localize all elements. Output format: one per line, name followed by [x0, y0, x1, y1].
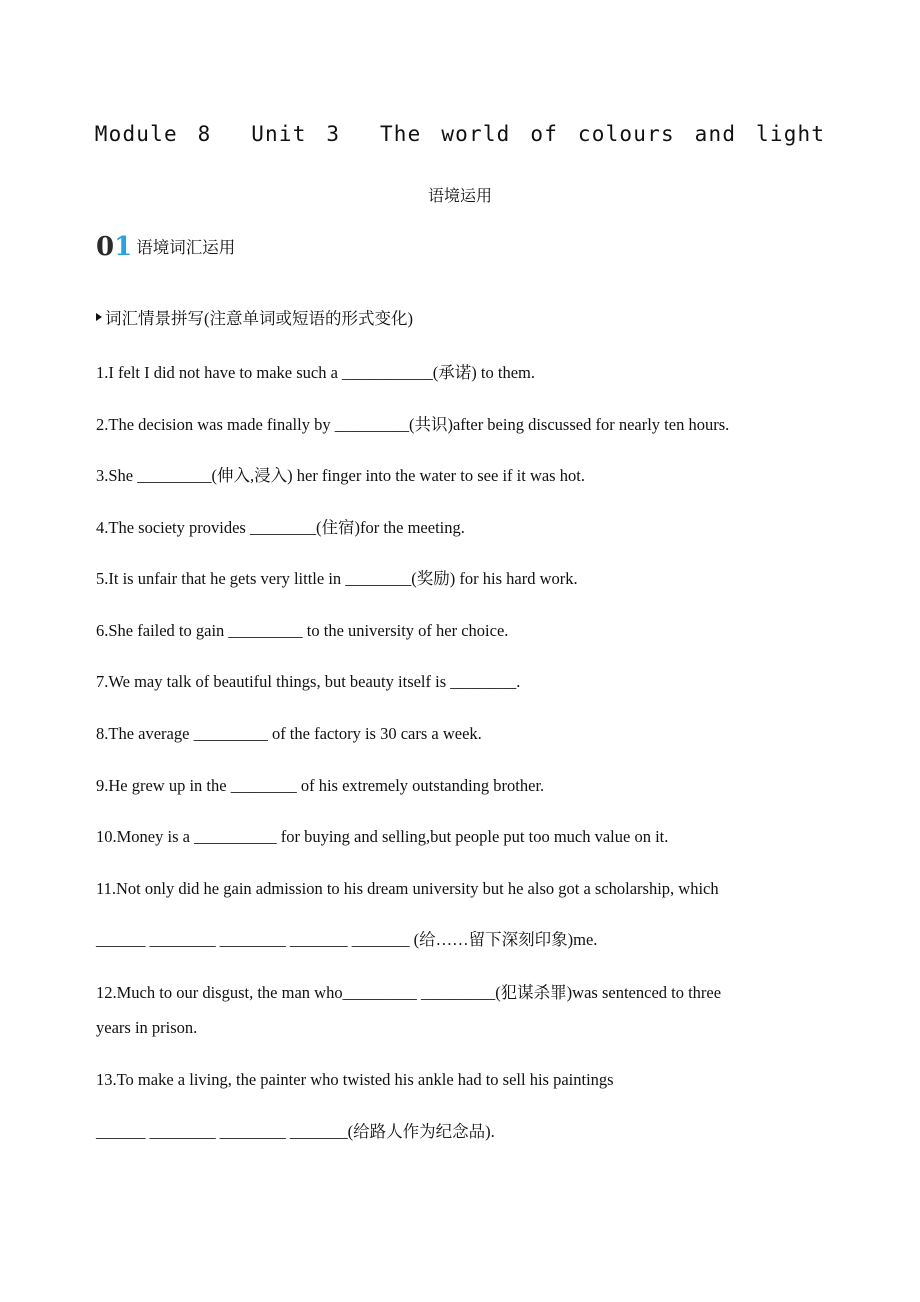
page-subtitle: 语境运用: [427, 188, 492, 205]
page-title: Module 8 Unit 3 The world of colours and light: [94, 122, 826, 146]
question-9: 9.He grew up in the ________ of his extremely outstanding brother.: [96, 776, 545, 795]
question-7: 7.We may talk of beautiful things, but beauty itself is ________.: [96, 672, 521, 691]
instruction-text: 词汇情景拼写(注意单词或短语的形式变化): [105, 309, 413, 328]
question-8: 8.The average _________ of the factory is 30 cars a week.: [96, 724, 482, 743]
section-title: 语境词汇运用: [136, 238, 236, 257]
question-12-line-1: 12.Much to our disgust, the man who_________ _________(犯谋杀罪)was sentenced to three: [96, 983, 722, 1002]
question-11-line-2: ______ ________ ________ _______ _______ (给……留下深刻印象)me.: [96, 930, 598, 949]
question-11-line-1: 11.Not only did he gain admission to his dream university but he also got a scholarship, which: [96, 879, 719, 898]
question-2: 2.The decision was made finally by _________(共识)after being discussed for nearly ten hours.: [96, 415, 730, 434]
question-1: 1.I felt I did not have to make such a ___________(承诺) to them.: [96, 363, 535, 382]
section-number-digit-1: 1: [114, 232, 133, 262]
question-5: 5.It is unfair that he gets very little in ________(奖励) for his hard work.: [96, 569, 578, 588]
section-number-badge: [96, 233, 132, 261]
question-4: 4.The society provides ________(住宿)for the meeting.: [96, 518, 465, 537]
triangle-bullet-icon: [96, 313, 102, 321]
question-10: 10.Money is a __________ for buying and selling,but people put too much value on it.: [96, 827, 669, 846]
section-header: [96, 233, 235, 261]
section-number-digit-0: 0: [96, 232, 115, 262]
question-13-line-1: 13.To make a living, the painter who twisted his ankle had to sell his paintings: [96, 1070, 614, 1089]
question-12-line-2: years in prison.: [96, 1018, 198, 1037]
question-6: 6.She failed to gain _________ to the university of her choice.: [96, 621, 509, 640]
question-3: 3.She _________(伸入,浸入) her finger into the water to see if it was hot.: [96, 466, 585, 485]
question-13-line-2: ______ ________ ________ _______(给路人作为纪念品).: [96, 1122, 495, 1141]
instruction-line: [96, 305, 413, 329]
